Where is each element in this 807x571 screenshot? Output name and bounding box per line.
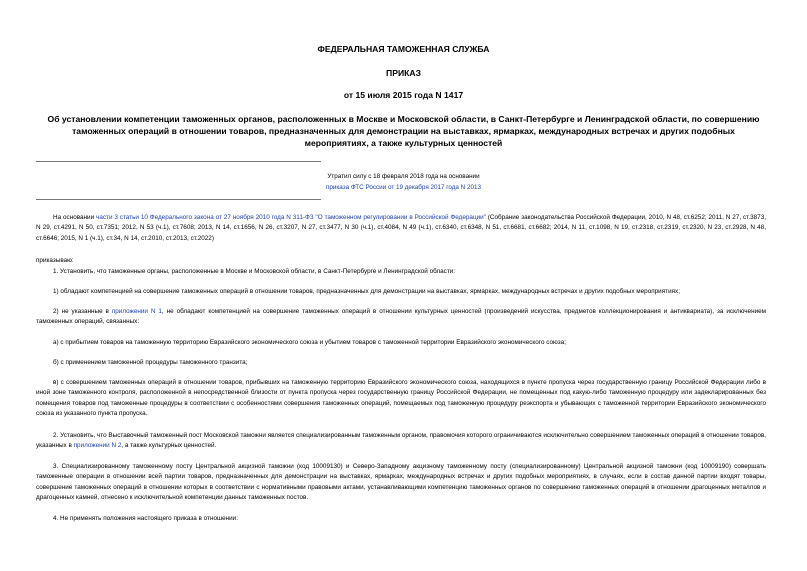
document-date-number: от 15 июля 2015 года N 1417 <box>343 90 464 100</box>
paragraph-4: 4. Не применять положения настоящего приказа в отношении: <box>53 515 238 522</box>
status-note-link-line <box>0 183 807 193</box>
document-title: Об установлении компетенции таможенных органов, расположенных в Москве и Московской области, в Санкт-Петербурге и Ленинградской области, по совершению таможенных операций в отношении товаров, предназначенных для демонстрации на выставках, ярмарках, международных встречах и других подобных мероприятиях, а также культурных ценностей <box>47 114 760 148</box>
paragraph-2 <box>36 431 766 452</box>
paragraph-1-2-b: б) с применением таможенной процедуры таможенного транзита; <box>53 359 248 366</box>
paragraph-1-2-c: в) с совершением таможенных операций в отношении товаров, прибывших на таможенную территорию Евразийского экономического союза, находящихся в пункте пропуска через государственную границу Российской Федерации либо в иной зоне таможенного контроля, расположенной в непосредственной близости от пункта пропуска через государственную границу Российской Федерации, не помещенных под какую-либо таможенную процедуру или задекларированных без помещения товаров под таможенные процедуры в соответствии с особенностями совершения таможенных операций, помещаемых под таможенную процедуру реэкспорта и убывающих с таможенной территории Евразийского экономического союза из указанного пункта пропуска. <box>36 379 766 417</box>
appendix-2-link[interactable]: приложении N 2 <box>73 442 122 450</box>
repeal-order-link[interactable]: приказа ФТС России от 19 декабря 2017 года N 2013 <box>325 184 481 191</box>
status-note: Утратил силу с 18 февраля 2018 года на основании <box>327 173 480 180</box>
document-type: ПРИКАЗ <box>386 68 421 78</box>
paragraph-1-2 <box>36 307 766 328</box>
paragraph-2-text: 2. Установить, что Выставочный таможенный пост Московской таможни является специализированным таможенным органом, правомочия которого ограничиваются исключительно совершением таможенных операций в отношении товаров, указанных в <box>36 432 766 450</box>
preamble-citation: (Собрание законодательства Российской Федерации, 2010, N 48, ст.6252; 2011, N 27, ст.3873, N 29, ст.4291, N 50, ст.7351; 2012, N 53 (ч.1), ст.7608; 2013, N 14, ст.1656, N 26, ст.3207, N 27, ст.3477, N 30 (ч.1), ст.4084, N 49 (ч.1), ст.6340, ст.6348, N 51, ст.6681, ст.6682; 2014, N 11, ст.1098, N 19, ст.2318, ст.2319, ст.2320, N 23, ст.2928, N 48, ст.6646; 2015, N 1 (ч.1), ст.34, N 14, ст.2010, ст.2013, ст.2022) <box>36 214 766 242</box>
divider-bottom <box>36 199 321 200</box>
paragraph-1-1: 1) обладают компетенцией на совершение таможенных операций в отношении товаров, предназначенных для демонстрации на выставках, ярмарках, международных встречах и других подобных мероприятиях; <box>53 288 680 295</box>
agency-heading: ФЕДЕРАЛЬНАЯ ТАМОЖЕННАЯ СЛУЖБА <box>317 44 490 54</box>
paragraph-2-rest: , а также культурных ценностей. <box>121 442 217 450</box>
divider-top <box>36 161 321 162</box>
paragraph-1-2-rest: , не обладают компетенцией на совершение таможенных операций в отношении культурных ценностей (произведений искусства, предметов коллекционирования и антиквариата), за исключением таможенных операций, связанных: <box>36 308 767 326</box>
paragraph-1: 1. Установить, что таможенные органы, расположенные в Москве и Московской области, в Санкт-Петербурге и Ленинградской области: <box>53 268 456 275</box>
preamble-paragraph <box>36 213 766 244</box>
appendix-1-link[interactable]: приложении N 1 <box>111 308 162 315</box>
order-clause: приказываю: <box>36 257 74 264</box>
federal-law-link[interactable]: части 3 статьи 10 Федерального закона от 27 ноября 2010 года N 311-ФЗ "О таможенном регулировании в Российской Федерации" <box>96 214 486 221</box>
paragraph-3: 3. Специализированному таможенному посту Центральной акцизной таможни (код 10009130) и Северо-Западному акцизному таможенному посту (специализированному) Центральной акцизной таможни (код 10009190) совершать таможенные операции в отношении всей партии товаров, предназначенных для демонстрации на выставках, ярмарках, международных встречах и других подобных мероприятиях, в случаях, если в состав данной партии входят товары, совершение таможенных операций в отношении которых в соответствии с нормативными правовыми актами, устанавливающими компетенцию таможенных органов по совершению таможенных операций в отношении драгоценных металлов и драгоценных камней, отнесено к исключительной компетенции данных таможенных постов. <box>36 463 766 501</box>
paragraph-1-2-a: а) с прибытием товаров на таможенную территорию Евразийского экономического союза и убытием товаров с таможенной территории Евразийского экономического союза; <box>53 339 566 346</box>
paragraph-1-2-text: 2) не указанные в <box>53 308 112 315</box>
preamble-text: На основании <box>53 214 97 221</box>
